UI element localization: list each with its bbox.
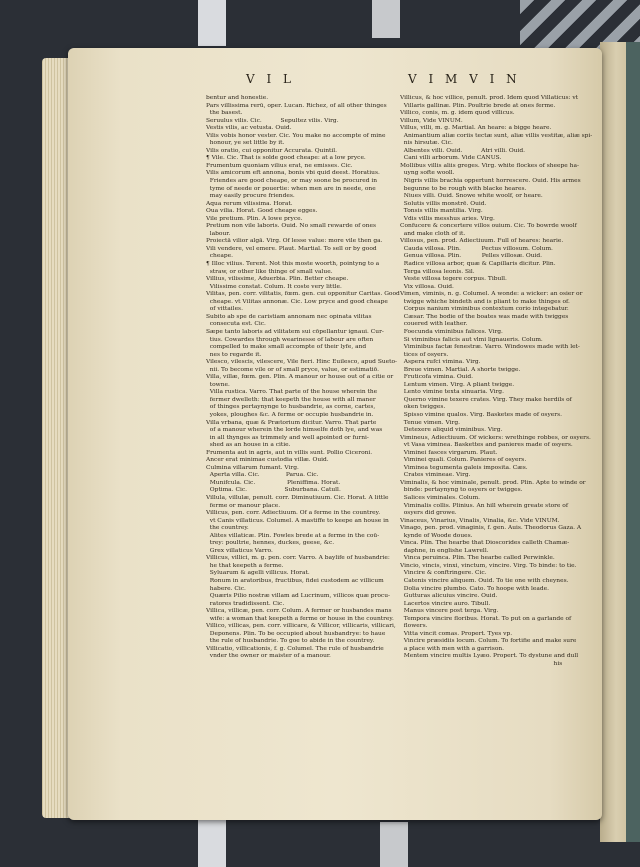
text-line: Culmina villarum fumant. Virg.	[206, 464, 299, 471]
text-line: Cauda villosa. Plin. Pectus villosum. Colum.	[400, 245, 553, 252]
text-line: compelled to make small accompte of their lyfe, and	[206, 344, 367, 351]
text-line: Viminalis collis. Plinius. An hill wherein greate store of	[400, 502, 569, 509]
text-line: Crates vimineae. Virg.	[400, 472, 471, 479]
text-line: Vilis oratio, cui opponitur Accurata. Quintil.	[206, 147, 338, 154]
text-line: Vincire præsidiis locum. Colum. To fortifie and make sure	[400, 638, 577, 645]
text-line: Frumenta aut in agris, aut in villis sunt. Pollio Ciceroni.	[206, 449, 373, 456]
text-line: Vinca peruinca. Plin. The hearbe called Perwinkle.	[400, 555, 555, 562]
text-line: Querno vimine texere crates. Virg. They make herdils of	[400, 396, 572, 403]
text-line: Vinaceus, Vinarius, Vinalis, Vinalia, &c. Vide VINUM.	[400, 517, 560, 524]
text-line: Villula, villulæ, penult. corr. Diminutiuum. Cic. Horat. A little	[206, 494, 389, 501]
text-line: of a manour wherein the lorde himselfe doth lye, and was	[206, 427, 383, 434]
text-line: nes to regarde it.	[206, 351, 262, 358]
text-line: the countrey.	[206, 525, 249, 532]
text-line: Vimen, viminis, n. g. Columel. A wonde: a wicker: an osier or	[400, 291, 583, 298]
text-line: Spisso vimine qualos. Virg. Basketes made of osyers.	[400, 411, 562, 418]
text-line: vnder the owner or maister of a manour.	[206, 653, 331, 660]
text-line: Villius, vilissime, Aduerbia. Plin. Better cheape.	[206, 276, 349, 283]
right-text-column	[400, 95, 596, 669]
text-line: his	[400, 661, 563, 668]
text-line: Corpus nanium viminibus contextum corio integebatur.	[400, 306, 569, 313]
text-line: Breue vimen. Martial. A shorte twigge.	[400, 366, 521, 373]
text-line: Ronum in aratoribus, fructibus, fidei custodem ac villicum	[206, 578, 384, 584]
text-line: Detexere aliquid viminibus. Virg.	[400, 427, 503, 434]
book-binding-tab	[626, 42, 640, 842]
text-line: Proiectā vilior algā. Virg. Of lesse value: more vile then ga.	[206, 238, 383, 245]
text-line: Villosus, pen. prod. Adiectiuum. Full of heares: hearie.	[400, 238, 564, 245]
text-line: Tempora vincire floribus. Horat. To put on a garlande of	[400, 615, 572, 622]
text-line: Villa rustica. Varro. That parte of the house wherein the	[206, 389, 378, 396]
text-line: tices of osyers.	[400, 351, 449, 358]
text-line: Villa vrbana, quæ & Prætorium dicitur. Varro. That parte	[206, 419, 377, 426]
text-line: Confucere & concertere villos ouium. Cic. To bowrde woolf	[400, 223, 577, 230]
text-line: Subito ab spe de caristiam annonam nec opinata vilitas	[206, 313, 372, 320]
text-line: nis hirsutæ. Cic.	[400, 140, 453, 147]
background-strip	[380, 822, 408, 867]
text-line: tius. Cowardes through wearinesse of labour are often	[206, 336, 374, 343]
text-line: Vincio, vincis, vinxi, vinctum, vincire. Virg. To binde: to tie.	[400, 562, 577, 569]
text-line: Radice villosa arbor, quæ & Capillaris dicitur. Plin.	[400, 261, 556, 268]
text-line: Terga villosa leonis. Sil.	[400, 268, 475, 275]
text-line: consecuta est. Cic.	[206, 321, 266, 328]
text-line: Cæsar. The bodie of the boates was made with twigges	[400, 313, 569, 320]
text-line: Villicus, villici, m. g. pen. corr. Varro. A baylife of husbandrie:	[206, 555, 390, 562]
text-line: Lentum vimen. Virg. A pliant twigge.	[400, 381, 515, 388]
text-line: Tonsis villis mantilia. Virg.	[400, 208, 483, 215]
text-line: daphne, in englishe Lawrell.	[400, 547, 489, 554]
text-line: Vilis amicorum eft annona, bonis vbi quid deest. Horatius.	[206, 170, 380, 177]
text-line: Ancer erat minimae custodia villæ. Ouid.	[206, 457, 329, 464]
text-line: Villico, conis, m. g. idem quod villicus.	[400, 110, 515, 117]
text-line: couered with leather.	[400, 321, 468, 328]
text-line: oken twigges.	[400, 404, 446, 411]
text-line: ratores tradidissent. Cic.	[206, 600, 285, 607]
text-line: vt Vasa viminea. Baskettes and panieres made of osyers.	[400, 442, 573, 449]
text-line: Nigris villis brachia oppertunt horrescere. Ouid. His armes	[400, 178, 581, 185]
text-line: of thinges pertaynynge to husbandrie, as corne, cartes,	[206, 404, 376, 411]
text-line: he that keepeth a ferme.	[206, 562, 284, 569]
text-line: Villico, villicas, pen. corr. villicare, & Villicor, villicaris, villicari,	[206, 623, 396, 630]
text-line: Niues villi. Ouid. Snowe white woolf, or heare.	[400, 193, 543, 200]
text-line: binde: pertaynyng to osyers or twigges.	[400, 487, 523, 494]
text-line: Oua vilia. Horat. Good cheape egges.	[206, 208, 318, 215]
text-line: Syluarum & agelli villicus. Horat.	[206, 570, 310, 577]
text-line: Genua villosa. Plin. Pelles villosæ. Ouid.	[400, 253, 543, 260]
text-line: may easily procure friendes.	[206, 193, 295, 200]
text-line: Villica, villicæ, pen. corr. Colum. A fermer or husbandes mans	[206, 608, 392, 615]
text-line: Grex villaticus Varro.	[206, 547, 273, 554]
text-line: Vilissime constat. Colum. It coste very little.	[206, 283, 342, 290]
text-line: twigge whiche bindeth and is pliant to make thinges of.	[400, 298, 570, 305]
text-line: tyme of neede or pouertie: when men are in neede, one	[206, 185, 376, 192]
text-line: labour.	[206, 230, 231, 237]
text-line: Optima. Cic. Suburbana. Catull.	[206, 487, 341, 494]
text-line: yokes, ploughes &c. A ferme or occupie husbandrie in.	[206, 411, 374, 418]
text-line: Albentes villi. Ouid. Atri villi. Ouid.	[400, 147, 526, 154]
text-line: Foecunda viminibus falices. Virg.	[400, 328, 503, 335]
background-strip	[372, 0, 400, 38]
text-line: Villaris gallinæ. Plin. Poultrie brede at ones ferme.	[400, 102, 556, 109]
text-line: Vimineus, Adiectiuum. Of wickers: wrethinge robbes, or osyers.	[400, 434, 591, 441]
text-line: Vinago, pen. prod. vinaginis, f. gen. Auis. Theodorus Gaza. A	[400, 525, 582, 532]
text-line: Vilitas, pen. corr. vilitatis, fœm. gen. cui opponitur Caritas. Good	[206, 291, 400, 298]
text-line: Pars villissima rerū, oper. Lucan. Richez, of all other thinges	[206, 102, 387, 109]
text-line: Fruticofa vimina. Ouid.	[400, 374, 473, 381]
text-line: trey: poultrie, hennes, duckes, geese, &c.	[206, 540, 335, 547]
text-line: begunne to be rough with blacke heares.	[400, 185, 527, 192]
text-line: Friendes are good cheape, or may soone be procured in	[206, 178, 378, 185]
text-line: Villa, villæ, fœm. gen. Plin. A manour or house out of a citie or	[206, 374, 394, 381]
text-line: Frumentum quoniam vilius erat, ne emisses. Cic.	[206, 162, 353, 169]
text-line: Seruulus vilis. Cic. Sepultez vilis. Virg.	[206, 117, 339, 124]
text-line: wife: a woman that keepeth a ferme or house in the countrey.	[206, 615, 394, 622]
text-line: the rule of husbandrie. To goe to abide in the countrey.	[206, 638, 375, 645]
text-line: Aspera rufci vimina. Virg.	[400, 359, 481, 366]
text-line: osyers did growe.	[400, 510, 457, 517]
text-line: in all thynges as trimmely and well apointed or furni-	[206, 434, 369, 441]
text-line: Lento vimine texta sinuaria. Virg.	[400, 389, 504, 396]
text-line: the basest.	[206, 110, 243, 117]
text-line: ¶ Illoc vilius. Terent. Not this moste woorth, pointyng to a	[206, 261, 380, 268]
text-line: habere. Cic.	[206, 585, 246, 592]
text-line: Quæris Pilio nostræ villam ad Lucrinum, villicos quæ procu-	[206, 593, 391, 600]
text-line: Gutturas alicuius vincire. Ouid.	[400, 593, 498, 600]
right-running-header: V I M V I N	[408, 72, 521, 86]
text-line: cheape.	[206, 253, 233, 260]
text-line: bentur and honestie.	[206, 95, 269, 101]
text-line: Vix villosa. Ouid.	[400, 283, 454, 290]
text-line: cheape. vt Vilitas annonæ. Cic. Low pryce and good cheape	[206, 298, 388, 305]
text-line: Salices viminales. Colum.	[400, 494, 481, 501]
text-line: Vili vendere, vel emere. Plaut. Martial. To sell or by good	[206, 245, 377, 252]
text-line: Aperta villa. Cic. Parua. Cic.	[206, 472, 319, 479]
text-line: Villum, Vide VINUM.	[400, 117, 463, 124]
text-line: nii. To become vile or of small pryce, value, or estimatiō.	[206, 366, 379, 373]
text-line: Dolia vincire plumbo. Cato. To hoope with leade.	[400, 585, 549, 592]
text-line: Vile pretium. Plin. A lowe pryce.	[206, 215, 303, 222]
text-line: ¶ Vile. Cic. That is solde good cheape: at a low pryce.	[206, 155, 366, 162]
text-line: Deponens. Plin. To be occupied about husbandrye: to haue	[206, 630, 386, 637]
text-line: Alites villaticæ. Plin. Fowles brede at a ferme in the coū-	[206, 532, 380, 539]
text-line: of vittailes.	[206, 306, 243, 313]
text-line: Aqua rerum vilissima. Horat.	[206, 200, 293, 207]
text-line: kynde of Woode doues.	[400, 532, 473, 539]
text-line: Viminibus factæ fenestræ. Varro. Windowes made with let-	[400, 344, 580, 351]
text-line: Manus vincere post terga. Virg.	[400, 608, 499, 615]
text-line: Si viminibus falicis aut vlmi lignaueris. Colum.	[400, 336, 543, 343]
text-line: shed as an house in a citie.	[206, 442, 291, 449]
text-line: Vinca. Plin. The hearbe that Dioscorides calleth Chamæ-	[400, 540, 570, 547]
text-line: Viminei quali. Colum. Panieres of osyers.	[400, 457, 527, 464]
text-line: uyng softe wooll.	[400, 170, 455, 177]
text-line: towne.	[206, 381, 230, 388]
text-line: Vdis villis messhus aries. Virg.	[400, 215, 495, 222]
text-line: Lacertos vincire auro. Tibull.	[400, 600, 491, 607]
text-line: Vestis vilis, ac vetusta. Ouid.	[206, 125, 292, 132]
text-line: and make cloth of it.	[400, 230, 466, 237]
text-line: a place with men with a garrison.	[400, 645, 505, 652]
text-line: Vitta vincit comas. Propert. Tyes vp.	[400, 630, 513, 637]
text-line: Munifcula. Cic. Pleniffima. Horat.	[206, 479, 341, 486]
text-line: ferme or manour place.	[206, 502, 281, 509]
text-line: Animantium aliæ coriis tectæ sunt, aliæ villis vestitæ, aliæ spi-	[400, 132, 593, 139]
text-line: flowers.	[400, 623, 428, 630]
text-line: Veste villosa tegere corpus. Tibull.	[400, 276, 507, 283]
background-strip	[198, 820, 226, 867]
text-line: Tenue vimen. Virg.	[400, 419, 460, 426]
text-line: Villicus, pen. corr. Adiectiuum. Of a ferme in the countrey.	[206, 510, 381, 517]
text-line: Viminei fasces virgarum. Plaut.	[400, 449, 498, 456]
text-line: Vilis vobis honor vester. Cic. You make no accompte of mine	[206, 132, 386, 139]
text-line: Catenis vincire aliquem. Ouid. To tie one with cheynes.	[400, 578, 569, 584]
text-line: Villicatio, villicationis, f. g. Columel. The rule of husbandrie	[206, 645, 384, 652]
text-line: Mentem vincire multis Lyæo. Propert. To dystune and dull	[400, 653, 579, 660]
text-line: Sæpe tanto laboris ad vilitatem sui cōpellantur ignaui. Cur-	[206, 328, 384, 335]
text-line: Villicus, & hoc villice, penult. prod. Idem quod Villaticus: vt	[400, 95, 579, 101]
text-line: Solutis villis monstrē. Ouid.	[400, 200, 487, 207]
text-line: fermer dwelleth: that keepeth the house with all maner	[206, 396, 376, 403]
text-line: vt Canis villaticus. Columel. A mastiffe to keepe an house in	[206, 517, 389, 524]
text-line: Pretium non vile laboris. Ouid. No small rewarde of ones	[206, 223, 377, 230]
text-line: Villus, villi, m. g. Martial. An heare: a bigge heare.	[400, 125, 552, 132]
text-line: honour, ye set little by it.	[206, 140, 285, 147]
background-strip	[198, 0, 226, 46]
text-line: Vilesco, vilescis, vilescere, Vile fieri. Hinc Euilesco, apud Sueto-	[206, 359, 398, 366]
left-text-column	[206, 95, 402, 661]
left-running-header: V I L	[246, 72, 296, 86]
text-line: Mollibus villis aliis greges. Virg. white flockes of sheepe ha-	[400, 162, 579, 169]
text-line: Cani villi arborum. Vide CANUS.	[400, 155, 502, 162]
book-cover-edge	[600, 42, 640, 842]
text-line: Viminalis, & hoc viminale, penult. prod. Plin. Apte to winde or	[400, 479, 586, 486]
text-line: Viminea tegumenta galeis imposita. Cæs.	[400, 464, 528, 471]
text-line: straw, or other like thinge of small value.	[206, 268, 333, 275]
text-line: Vincire & conftringere. Cic.	[400, 570, 487, 577]
